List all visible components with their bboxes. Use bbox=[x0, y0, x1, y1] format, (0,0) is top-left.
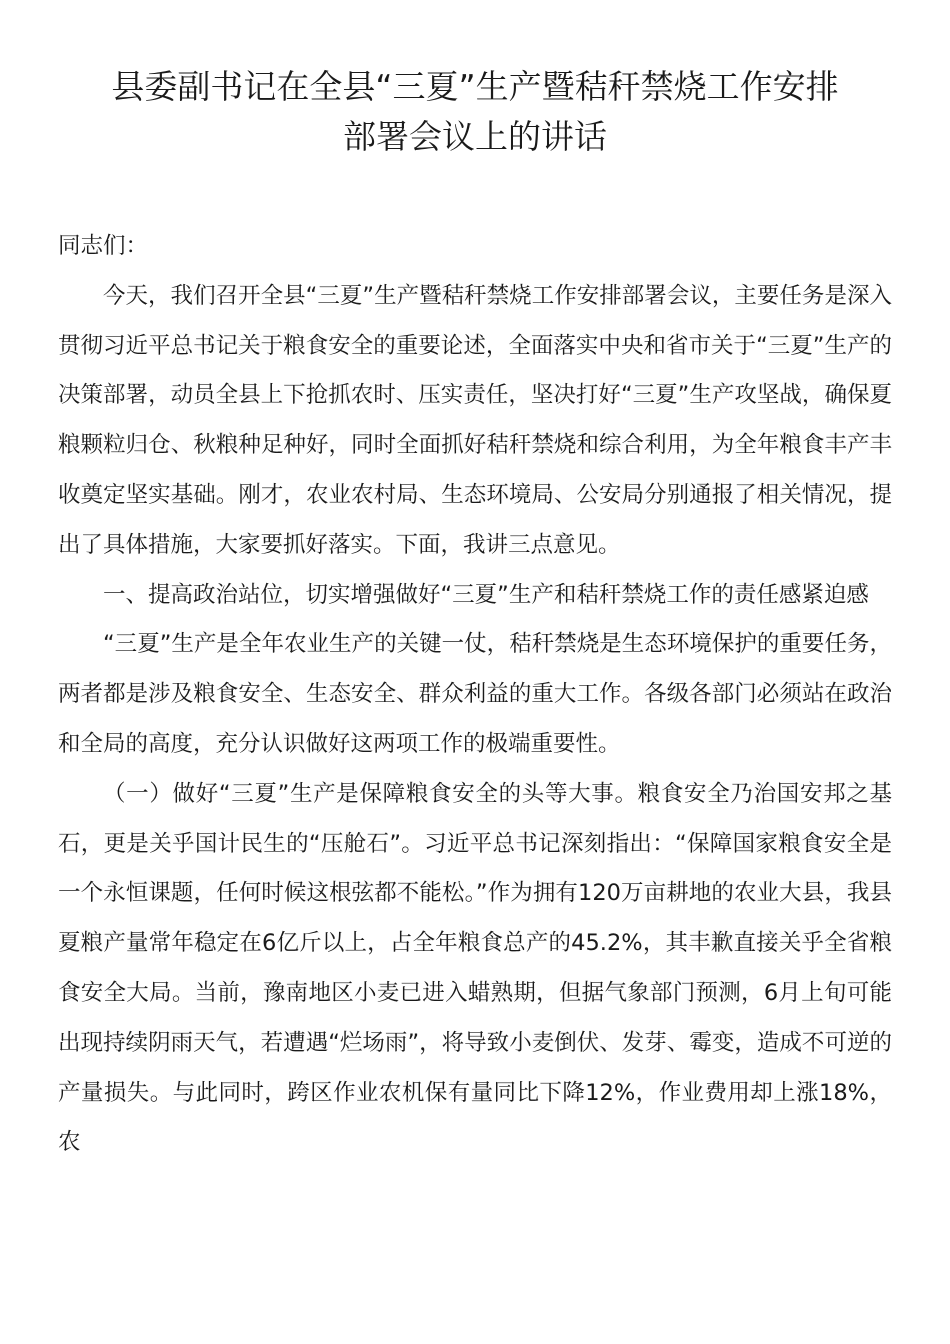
salutation: 同志们： bbox=[58, 233, 149, 259]
paragraph-intro: 今天，我们召开全县“三夏”生产暨秸秆禁烧工作安排部署会议，主要任务是深入贯彻习近平总书记关于粮食安全的重要论述，全面落实中央和省市关于“三夏”生产的决策部署，动员全县上下抢抓农时、压实责任，坚决打好“三夏”生产攻坚战，确保夏粮颗粒归仓、秋粮种足种好，同时全面抓好秸秆禁烧和综合利用，为全年粮食丰产丰收奠定坚实基础。刚才，农业农村局、生态环境局、公安局分别通报了相关情况，提出了具体措施，大家要抓好落实。下面，我讲三点意见。 bbox=[58, 282, 892, 558]
title-line-2: 部署会议上的讲话 bbox=[343, 117, 607, 156]
section-heading-1: 一、提高政治站位，切实增强做好“三夏”生产和秸秆禁烧工作的责任感紧迫感 bbox=[103, 581, 869, 608]
document-title bbox=[58, 62, 892, 162]
document-page bbox=[58, 62, 892, 1168]
title-line-1: 县委副书记在全县“三夏”生产暨秸秆禁烧工作安排 bbox=[111, 67, 839, 106]
document-body bbox=[58, 222, 892, 1168]
paragraph-section-1: “三夏”生产是全年农业生产的关键一仗，秸秆禁烧是生态环境保护的重要任务，两者都是涉及粮食安全、生态安全、群众利益的重大工作。各级各部门必须站在政治和全局的高度，充分认识做好这两项工作的极端重要性。 bbox=[58, 631, 892, 757]
paragraph-subsection-1: （一）做好“三夏”生产是保障粮食安全的头等大事。粮食安全乃治国安邦之基石，更是关乎国计民生的“压舱石”。习近平总书记深刻指出：“保障国家粮食安全是一个永恒课题，任何时候这根弦都不能松。”作为拥有120万亩耕地的农业大县，我县夏粮产量常年稳定在6亿斤以上，占全年粮食总产的45.2%，其丰歉直接关乎全省粮食安全大局。当前，豫南地区小麦已进入蜡熟期，但据气象部门预测，6月上旬可能出现持续阴雨天气，若遭遇“烂场雨”，将导致小麦倒伏、发芽、霉变，造成不可逆的产量损失。与此同时，跨区作业农机保有量同比下降12%，作业费用却上涨18%，农 bbox=[58, 780, 892, 1156]
